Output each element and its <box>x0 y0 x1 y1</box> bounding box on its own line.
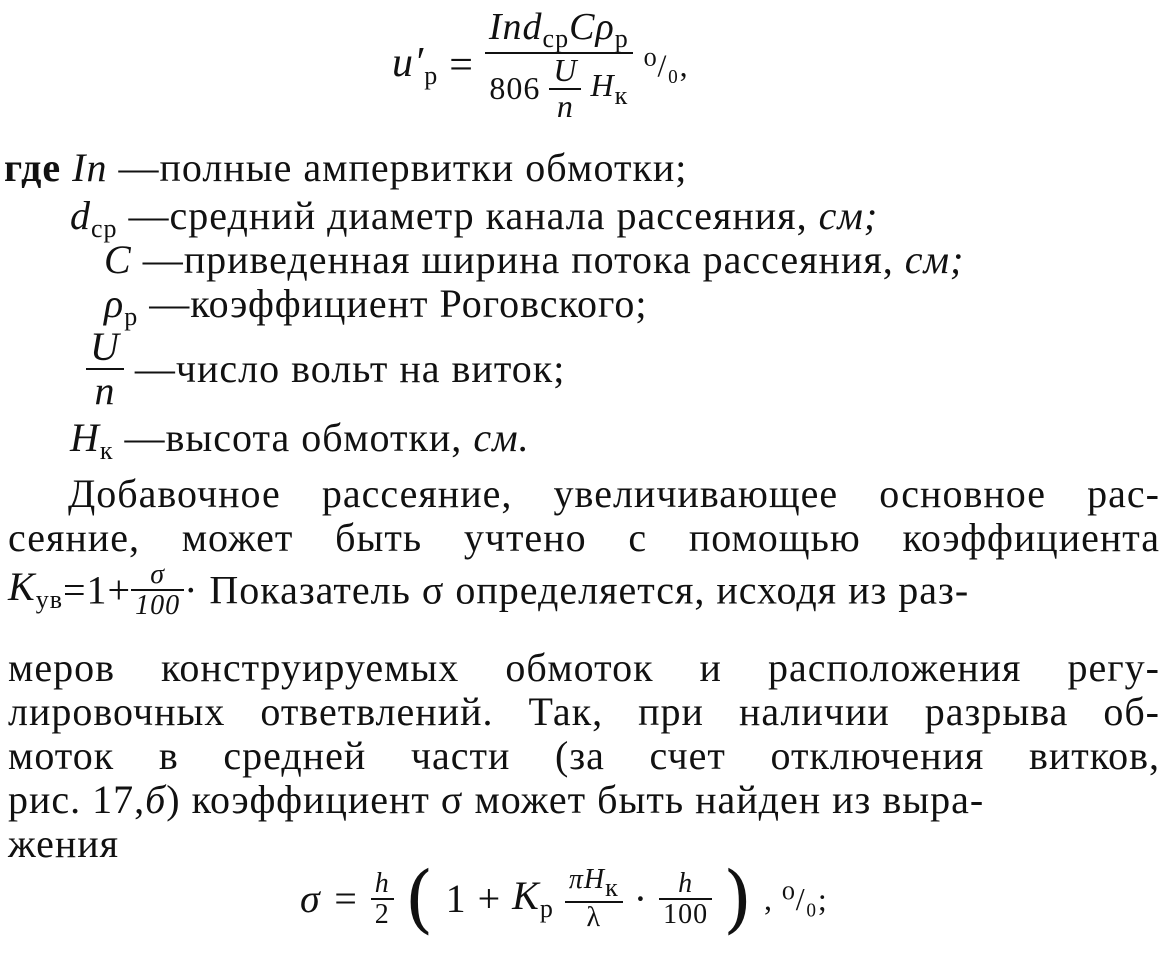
para-line-7: рис. 17,б) коэффициент σ может быть найден из выра- <box>8 777 985 822</box>
where-line-5: $\frac{U}{n}$ —число вольт на виток; <box>86 326 565 412</box>
formula-numerator: $Ind_{ср}C\rho_р$ <box>488 6 629 53</box>
para-line-6: моток в средней части (за счет отключения витков, <box>8 733 1160 778</box>
para-line-3: $K_{ув}=1+$ $\frac{\sigma}{100}$ · Показатель σ определяется, исходя из раз- <box>8 559 970 622</box>
where-line-4: $\rho_р$ —коэффициент Роговского; <box>104 281 648 331</box>
para-line-8: жения <box>8 821 120 866</box>
formula-lhs: $u'_р$ <box>392 40 439 91</box>
para-line-5: лировочных ответвлений. Так, при наличии разрыва об- <box>8 689 1160 734</box>
formula-denominator: 806 $\frac{U}{n}$ $H_к$ <box>489 52 629 124</box>
formula-percent: ⁰/₀, <box>643 47 689 84</box>
formula-u-p: $u'_р$ = $Ind_{ср}C\rho_р$ 806 $\frac{U}{n}$ $H_к$ ⁰/₀, <box>392 6 689 124</box>
where-line-2: $d_{ср}$ —средний диаметр канала рассеяния, см; <box>70 193 879 243</box>
where-line-1: где In —полные ампервитки обмотки; <box>4 145 688 190</box>
where-line-6: $H_к$ —высота обмотки, см. <box>70 415 530 465</box>
formula-sigma: σ = $\frac{h}{2}$ ( $1 + K_р$ $\frac{\text{πHк}}{\lambda}$ · $\frac{h}{100}$ ) , ⁰/₀; <box>300 856 828 942</box>
where-line-3: C —приведенная ширина потока рассеяния, см; <box>104 237 965 282</box>
para-line-2: сеяние, может быть учтено с помощью коэффициента <box>8 515 1160 560</box>
formula-fraction <box>485 8 633 123</box>
para-line-1: Добавочное рассеяние, увеличивающее основное рас- <box>68 471 1160 516</box>
para-line-4: меров конструируемых обмоток и расположения регу- <box>8 645 1160 690</box>
